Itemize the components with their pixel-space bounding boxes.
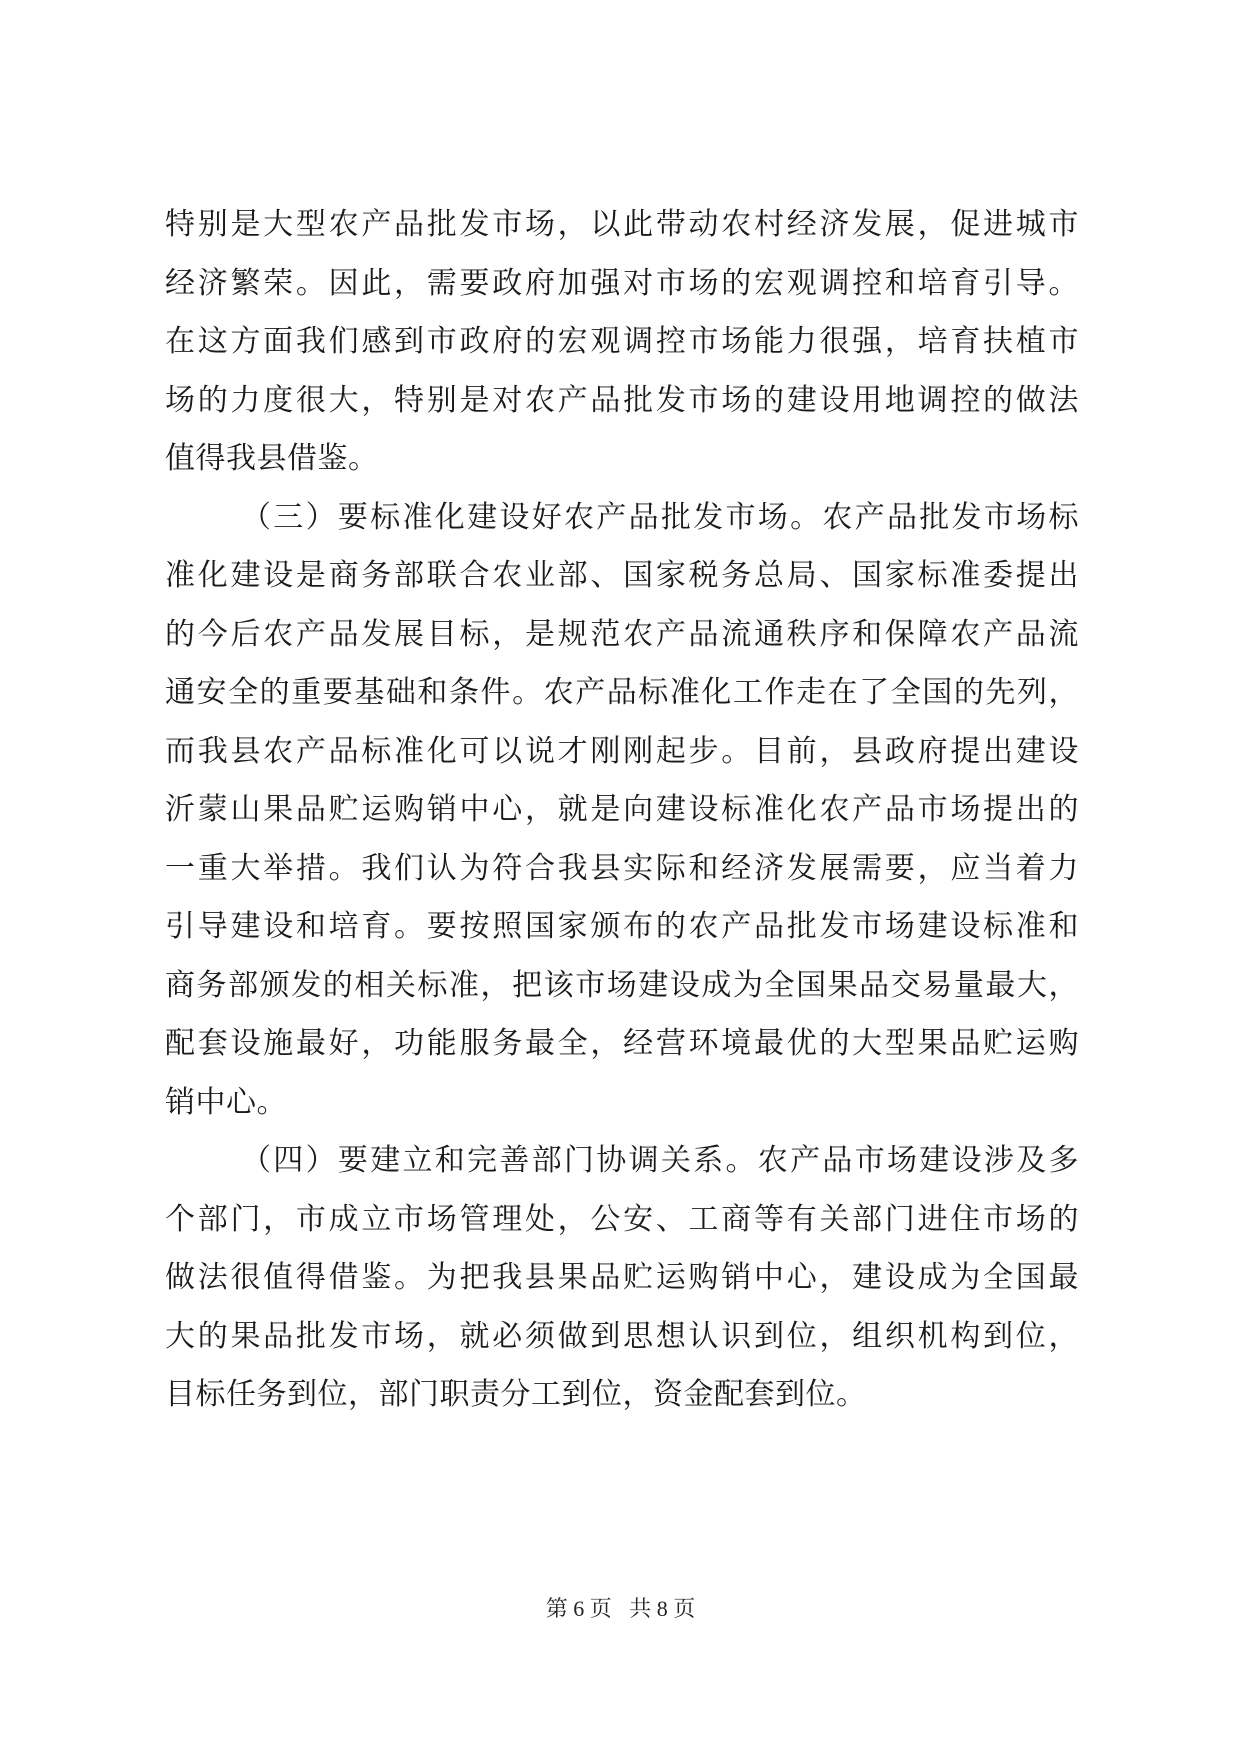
text-line: 销中心。 — [165, 1084, 287, 1120]
text-line: 做法很值得借鉴。为把我县果品贮运购销中心，建设成为全国最 — [165, 1260, 1079, 1295]
text-line: 值得我县借鉴。 — [165, 441, 379, 476]
paragraph — [165, 196, 1079, 489]
text-line: 个部门，市成立市场管理处，公安、工商等有关部门进住市场的 — [165, 1201, 1079, 1237]
text-line: 大的果品批发市场，就必须做到思想认识到位，组织机构到位， — [165, 1318, 1079, 1354]
page-footer — [0, 1592, 1241, 1623]
text-line: （三）要标准化建设好农产品批发市场。农产品批发市场标 — [241, 499, 1079, 535]
paragraph — [165, 489, 1079, 1133]
document-body — [165, 196, 1079, 1425]
text-line: 通安全的重要基础和条件。农产品标准化工作走在了全国的先列， — [165, 675, 1079, 710]
text-line: 目标任务到位，部门职责分工到位，资金配套到位。 — [165, 1377, 867, 1412]
text-line: 经济繁荣。因此，需要政府加强对市场的宏观调控和培育引导。 — [165, 265, 1079, 301]
text-line: 沂蒙山果品贮运购销中心，就是向建设标准化农产品市场提出的 — [165, 792, 1079, 827]
text-line: 配套设施最好，功能服务最全，经营环境最优的大型果品贮运购 — [165, 1026, 1079, 1061]
text-line: 的今后农产品发展目标，是规范农产品流通秩序和保障农产品流 — [165, 616, 1079, 652]
text-line: 一重大举措。我们认为符合我县实际和经济发展需要，应当着力 — [165, 850, 1079, 886]
text-line: 引导建设和培育。要按照国家颁布的农产品批发市场建设标准和 — [165, 909, 1079, 944]
text-line: 准化建设是商务部联合农业部、国家税务总局、国家标准委提出 — [165, 558, 1079, 593]
page-total: 共 8 页 — [629, 1596, 696, 1621]
text-line: 特别是大型农产品批发市场，以此带动农村经济发展，促进城市 — [165, 207, 1079, 242]
text-line: 而我县农产品标准化可以说才刚刚起步。目前，县政府提出建设 — [165, 733, 1079, 769]
text-line: 商务部颁发的相关标准，把该市场建设成为全国果品交易量最大， — [165, 967, 1079, 1003]
text-line: （四）要建立和完善部门协调关系。农产品市场建设涉及多 — [241, 1143, 1079, 1178]
text-line: 在这方面我们感到市政府的宏观调控市场能力很强，培育扶植市 — [165, 324, 1079, 359]
page-number: 第 6 页 — [545, 1596, 612, 1621]
text-line: 场的力度很大，特别是对农产品批发市场的建设用地调控的做法 — [165, 382, 1079, 418]
paragraph — [165, 1132, 1079, 1425]
